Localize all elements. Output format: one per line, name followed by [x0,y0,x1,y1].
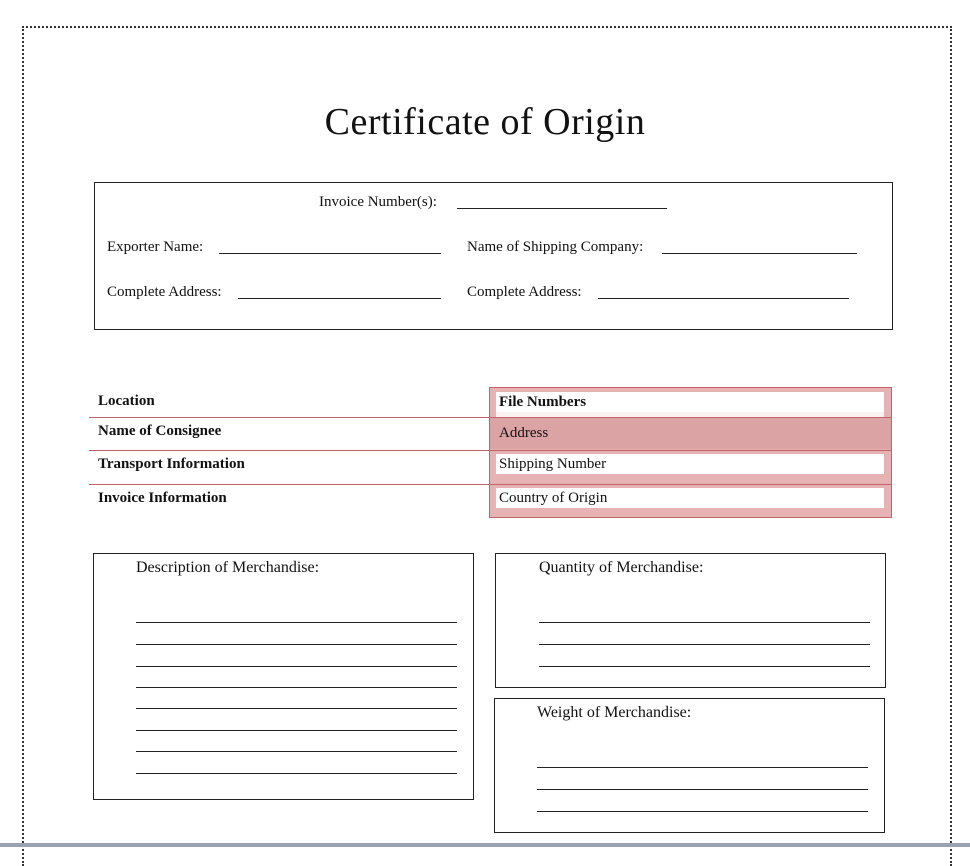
exporter-address-label: Complete Address: [107,284,222,300]
weight-line[interactable] [537,767,868,768]
table-label-consignee: Name of Consignee [98,423,222,439]
description-line[interactable] [136,730,457,731]
table-cell-country-of-origin: Country of Origin [496,488,884,508]
table-label-location: Location [98,393,155,409]
quantity-line[interactable] [539,666,870,667]
description-line[interactable] [136,622,457,623]
shipping-company-field[interactable] [662,253,857,254]
exporter-address-field[interactable] [238,298,441,299]
header-box [94,182,893,330]
table-row-divider [89,450,891,451]
table-row-divider [89,484,891,485]
invoice-number-label: Invoice Number(s): [319,194,437,210]
exporter-name-label: Exporter Name: [107,239,204,255]
description-line[interactable] [136,666,457,667]
weight-label: Weight of Merchandise: [537,704,692,721]
quantity-line[interactable] [539,622,870,623]
table-cell-shipping-number: Shipping Number [496,454,884,474]
description-line[interactable] [136,773,457,774]
shipping-address-field[interactable] [598,298,849,299]
table-cell-file-numbers: File Numbers [496,392,884,412]
quantity-label: Quantity of Merchandise: [539,559,704,576]
weight-line[interactable] [537,811,868,812]
shipping-company-label: Name of Shipping Company: [467,239,644,255]
weight-line[interactable] [537,789,868,790]
table-cell-address: Address [490,418,891,449]
description-box [93,553,474,800]
exporter-name-field[interactable] [219,253,441,254]
description-line[interactable] [136,708,457,709]
description-line[interactable] [136,687,457,688]
document-title: Certificate of Origin [324,101,646,143]
shipping-address-label: Complete Address: [467,284,582,300]
description-label: Description of Merchandise: [136,559,320,576]
table-label-transport: Transport Information [98,456,245,472]
table-row-divider [89,417,891,418]
quantity-line[interactable] [539,644,870,645]
description-line[interactable] [136,644,457,645]
info-table-value-column [489,387,892,518]
window-bottom-edge [0,843,970,847]
description-line[interactable] [136,751,457,752]
invoice-number-field[interactable] [457,208,667,209]
table-label-invoice: Invoice Information [98,490,227,506]
